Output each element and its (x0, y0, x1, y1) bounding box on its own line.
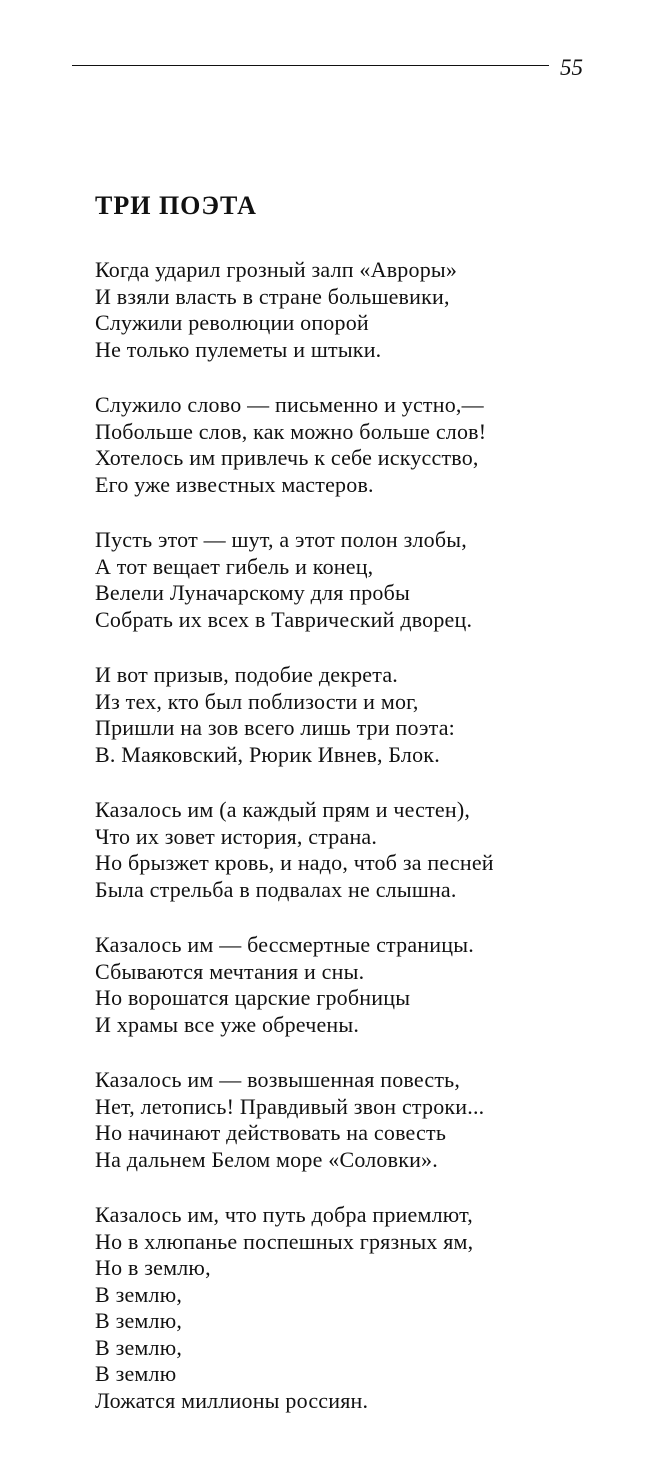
poem-title: ТРИ ПОЭТА (95, 191, 257, 220)
poem-line: Сбываются мечтания и сны. (95, 958, 365, 984)
poem-line: Служило слово — письменно и устно,— (95, 392, 484, 417)
poem-line: Не только пулеметы и штыки. (95, 336, 382, 362)
poem-line: И взяли власть в стране большевики, (95, 283, 450, 309)
poem-line: В землю, (95, 1281, 183, 1307)
poem-line: На дальнем Белом море «Соловки». (95, 1146, 438, 1172)
poem-line: Казалось им, что путь добра приемлют, (95, 1202, 473, 1227)
poem-line: В землю, (95, 1308, 183, 1333)
poem-line: Но в хлюпанье поспешных грязных ям, (95, 1228, 474, 1254)
stanza-5 (95, 797, 615, 903)
poem-line: Пусть этот — шут, а этот полон злобы, (95, 527, 467, 552)
poem-line: А тот вещает гибель и конец, (95, 553, 374, 579)
poem-line: Побольше слов, как можно больше слов! (95, 418, 487, 444)
stanza-2 (95, 392, 615, 498)
stanza-3 (95, 527, 615, 633)
stanza-8 (95, 1202, 615, 1414)
poem-line: Ложатся миллионы россиян. (95, 1387, 369, 1413)
poem-line: В землю (95, 1361, 177, 1386)
poem-line: Хотелось им привлечь к себе искусство, (95, 445, 479, 470)
stanza-4 (95, 662, 615, 768)
page-number: 55 (560, 55, 583, 80)
poem-line: Нет, летопись! Правдивый звон строки... (95, 1093, 485, 1119)
poem-line: Когда ударил грозный залп «Авроры» (95, 257, 458, 282)
poem-line: Казалось им — бессмертные страницы. (95, 932, 474, 957)
poem-body (95, 257, 615, 1443)
poem-line: Казалось им — возвышенная повесть, (95, 1067, 461, 1092)
poem-line: Была стрельба в подвалах не слышна. (95, 876, 457, 902)
poem-line: Но начинают действовать на совесть (95, 1120, 447, 1145)
poem-line: Что их зовет история, страна. (95, 823, 378, 849)
stanza-1 (95, 257, 615, 363)
stanza-7 (95, 1067, 615, 1173)
poem-line: Казалось им (а каждый прям и честен), (95, 797, 471, 822)
poem-line: В. Маяковский, Рюрик Ивнев, Блок. (95, 741, 440, 767)
poem-line: И вот призыв, подобие декрета. (95, 662, 398, 687)
poem-line: Но брызжет кровь, и надо, чтоб за песней (95, 850, 494, 875)
stanza-6 (95, 932, 615, 1038)
poem-line: Но в землю, (95, 1255, 211, 1280)
poem-line: Служили революции опорой (95, 310, 369, 335)
header-rule (72, 65, 549, 66)
poem-line: Его уже известных мастеров. (95, 471, 374, 497)
poem-line: Пришли на зов всего лишь три поэта: (95, 715, 455, 740)
poem-line: Велели Луначарскому для пробы (95, 580, 410, 605)
poem-line: И храмы все уже обречены. (95, 1011, 360, 1037)
poem-line: Из тех, кто был поблизости и мог, (95, 688, 419, 714)
poem-line: Но ворошатся царские гробницы (95, 985, 411, 1010)
poem-line: Собрать их всех в Таврический дворец. (95, 606, 473, 632)
poem-line: В землю, (95, 1334, 183, 1360)
